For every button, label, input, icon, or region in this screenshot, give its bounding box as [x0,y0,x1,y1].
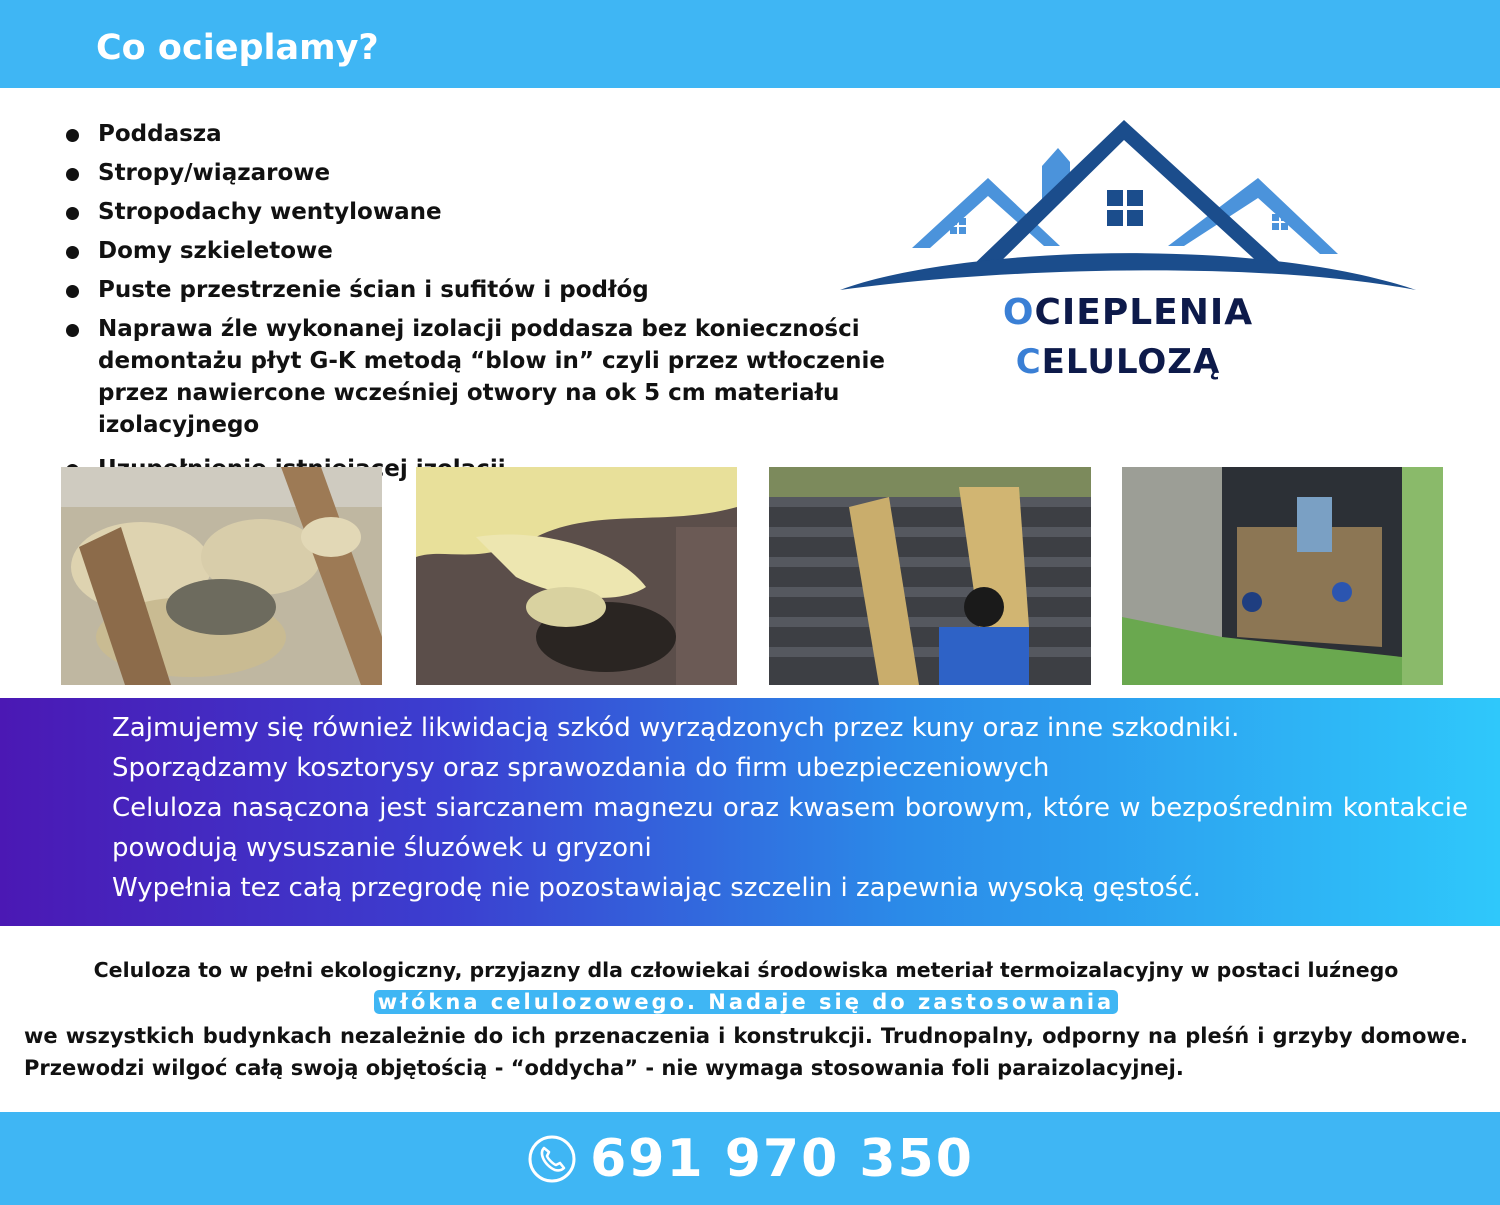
info-line: Sporządzamy kosztorysy oraz sprawozdania do firm ubezpieczeniowych [112,753,1050,783]
service-item: Stropodachy wentylowane [60,196,960,228]
info-line: Celuloza nasączona jest siarczanem magnezu oraz kwasem borowym, które w bezpośrednim kontakcie powodują wysuszanie śluzówek u gryzoni [112,793,1468,863]
info-line: Zajmujemy się również likwidacją szkód wyrządzonych przez kuny oraz inne szkodniki. [112,713,1240,743]
header-bar [0,0,1500,88]
description [24,954,1468,1084]
phone-contact[interactable] [0,1112,1500,1205]
service-item: Stropy/wiązarowe [60,157,960,189]
photo-roof-aerial [1122,467,1443,685]
photo-roof-repair [769,467,1091,685]
description-line1: Celuloza to w pełni ekologiczny, przyjazny dla człowiekai środowiska meteriał termoizalacyjny w postaci luźnego [93,958,1399,982]
phone-icon [526,1133,578,1185]
description-rest: we wszystkich budynkach nezależnie do ich przenaczenia i konstrukcji. Trudnopalny, odporny na pleśń i grzyby domowe. Przewodzi wilgoć całą swoją objętością - “oddycha” - nie wymaga stosowania foli paraizolacyjnej. [24,1024,1468,1080]
photo-attic-insulation [61,467,382,685]
service-item: Poddasza [60,118,960,150]
phone-number: 691 970 350 [590,1128,974,1189]
page-title: Co ocieplamy? [96,28,379,68]
service-item: Puste przestrzenie ścian i sufitów i podłóg [60,274,960,306]
logo-title-line1: OCIEPLENIA [1002,292,1254,333]
footer-bar [0,1112,1500,1205]
service-item: Domy szkieletowe [60,235,960,267]
description-highlight-line [24,986,1468,1018]
photo-insulation-closeup [416,467,737,685]
logo-title-line2: CELULOZĄ [1015,342,1221,382]
photo-gallery [0,467,1500,687]
services-list [60,118,960,492]
description-highlight: włókna celulozowego. Nadaje się do zastosowania [374,990,1118,1014]
service-item: Naprawa źle wykonanej izolacji poddasza bez konieczności demontażu płyt G-K metodą “blow in” czyli przez wtłoczenie przez nawiercone wcześniej otwory na ok 5 cm materiału izolacyjnego [60,313,910,441]
info-band [0,698,1500,926]
info-band-text [112,708,1468,908]
info-line: Wypełnia tez całą przegrodę nie pozostawiając szczelin i zapewnia wysoką gęstość. [112,873,1201,903]
